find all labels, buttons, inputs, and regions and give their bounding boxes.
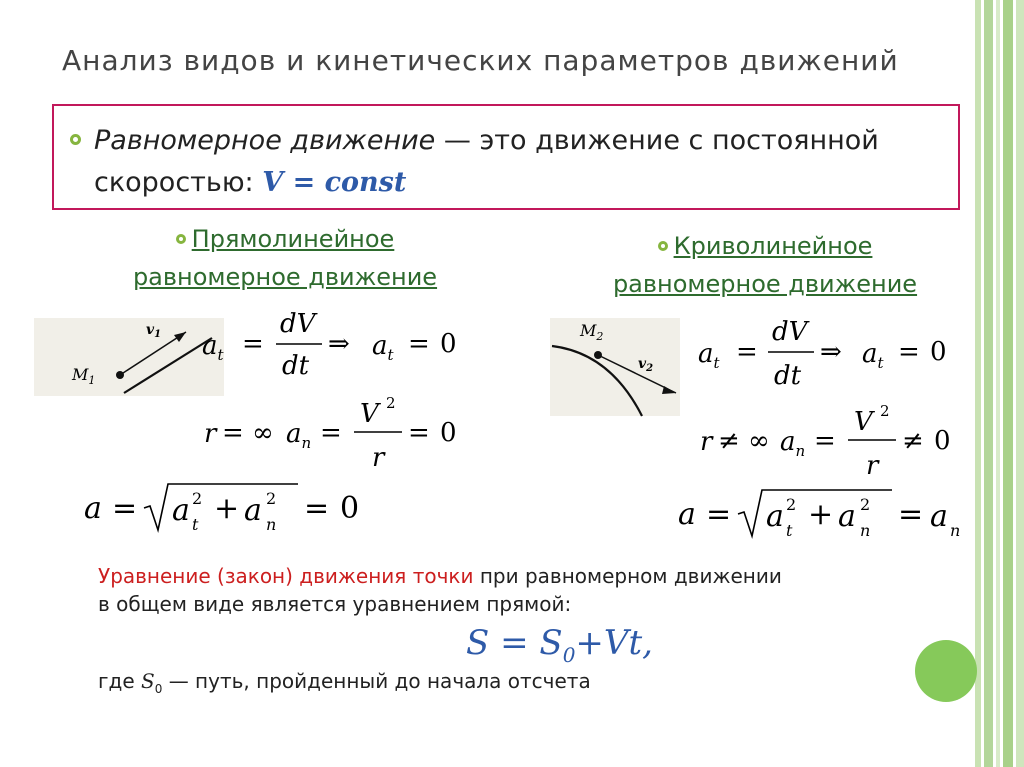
svg-text:t: t [192, 515, 199, 534]
point-label-index: 1 [88, 374, 96, 387]
decorative-stripe [1003, 0, 1013, 767]
svg-text:at: $a_t$ [862, 339, 884, 372]
svg-text:=: = [304, 491, 330, 526]
svg-text:V: V [854, 407, 873, 437]
svg-text:2: 2 [192, 489, 203, 508]
svg-text:0: 0 [440, 418, 457, 448]
svg-text:n: n [860, 521, 871, 540]
left-eq-tangential [200, 300, 480, 390]
velocity-label: $v_1$ [146, 322, 162, 340]
law-formula-end: , [642, 623, 653, 663]
slide-title: Анализ видов и кинетических параметров движений [62, 44, 899, 77]
decorative-stripe [996, 0, 1000, 767]
svg-text:a: a [930, 499, 948, 534]
svg-text:a: a [84, 491, 102, 526]
svg-text:=: = [222, 418, 244, 448]
point-label-index: 2 [596, 330, 604, 343]
svg-text:dV: dV [280, 309, 316, 339]
velocity-label-index: 1 [154, 329, 162, 340]
svg-text:2: 2 [880, 402, 890, 420]
svg-text:an: $a_n$ [780, 427, 806, 460]
svg-text:n: n [266, 515, 277, 534]
svg-text:2: 2 [266, 489, 277, 508]
where-prefix: где [98, 669, 141, 693]
svg-text:t: t [786, 521, 793, 540]
point-marker [594, 351, 602, 359]
svg-text:an: $a_n$ [286, 419, 312, 452]
where-sub: 0 [154, 682, 163, 696]
svg-text:=: = [814, 426, 836, 456]
decorative-stripe [1016, 0, 1024, 767]
svg-text:=: = [408, 418, 430, 448]
svg-text:at: $a_t$ [372, 331, 394, 364]
curvilinear-motion-diagram [550, 318, 682, 418]
left-eq-normal [200, 394, 480, 474]
heading-rectilinear-line1: Прямолинейное [191, 225, 395, 253]
where-var: S [141, 669, 155, 693]
svg-text:n: n [950, 521, 961, 540]
diagram-background [34, 318, 224, 396]
point-label: $M_2$ [580, 321, 604, 343]
svg-text:⇒: ⇒ [820, 337, 842, 367]
svg-text:dV: dV [772, 317, 808, 347]
svg-text:r: r [866, 451, 879, 481]
law-formula [466, 623, 653, 667]
svg-text:∞: ∞ [252, 418, 274, 448]
svg-text:a: a [838, 499, 856, 534]
svg-text:at: $a_t$ [698, 339, 720, 372]
svg-text:=: = [898, 497, 924, 532]
svg-text:r: r [204, 419, 217, 449]
svg-text:a: a [244, 493, 262, 528]
svg-text:r: r [700, 427, 713, 457]
rectilinear-motion-diagram [34, 318, 224, 398]
svg-text:=: = [320, 418, 342, 448]
point-marker [116, 371, 124, 379]
svg-text:0: 0 [440, 329, 457, 359]
svg-text:0: 0 [930, 337, 947, 367]
law-line-2: в общем виде является уравнением прямой: [98, 592, 572, 616]
svg-text:=: = [898, 337, 920, 367]
svg-text:at: $a_t$ [202, 331, 224, 364]
law-formula-sub: 0 [562, 642, 576, 667]
svg-text:=: = [736, 337, 758, 367]
definition-term: Равномерное движение [94, 125, 436, 156]
law-line-1 [98, 563, 898, 590]
svg-text:2: 2 [386, 394, 396, 412]
right-eq-total [672, 484, 972, 546]
right-eq-normal [696, 402, 966, 482]
svg-text:2: 2 [860, 495, 871, 514]
bullet-icon [70, 134, 81, 145]
right-eq-tangential [696, 312, 966, 402]
left-eq-total [78, 478, 378, 540]
bullet-icon [176, 234, 186, 244]
decorative-stripe [975, 0, 981, 767]
svg-text:=: = [112, 491, 138, 526]
law-red-text: Уравнение (закон) движения точки [98, 564, 474, 588]
svg-text:dt: dt [774, 361, 802, 391]
velocity-label: $v_2$ [638, 356, 654, 374]
svg-text:V: V [360, 399, 379, 429]
definition-box [52, 104, 960, 210]
svg-text:+: + [808, 497, 834, 532]
svg-text:=: = [242, 329, 264, 359]
law-line-1-rest: при равномерном движении [473, 564, 782, 588]
heading-rectilinear [100, 220, 470, 296]
heading-rectilinear-line2: равномерное движение [132, 263, 438, 291]
where-line [98, 669, 591, 696]
decorative-stripe [984, 0, 993, 767]
definition-formula: V = const [262, 167, 407, 198]
decorative-circle [915, 640, 977, 702]
svg-text:0: 0 [340, 491, 360, 526]
definition-body: — это движение с постоянной скоростью: [94, 125, 879, 198]
bullet-icon [658, 241, 668, 251]
svg-text:+: + [214, 491, 240, 526]
law-formula-tail: +Vt [575, 623, 643, 663]
svg-text:≠: ≠ [718, 426, 740, 456]
velocity-label-index: 2 [646, 363, 654, 374]
svg-text:dt: dt [282, 351, 310, 381]
svg-text:≠: ≠ [902, 426, 924, 456]
law-formula-main: S = S [466, 623, 563, 663]
svg-text:a: a [678, 497, 696, 532]
where-text: — путь, пройденный до начала отсчета [162, 669, 591, 693]
svg-text:0: 0 [934, 426, 951, 456]
svg-text:r: r [372, 443, 385, 473]
svg-text:∞: ∞ [748, 426, 770, 456]
svg-text:2: 2 [786, 495, 797, 514]
svg-text:=: = [706, 497, 732, 532]
svg-text:=: = [408, 329, 430, 359]
definition-text [94, 120, 954, 204]
heading-curvilinear-line1: Криволинейное [673, 232, 873, 260]
svg-text:a: a [766, 499, 784, 534]
heading-curvilinear-line2: равномерное движение [612, 270, 918, 298]
heading-curvilinear [580, 227, 950, 303]
svg-text:a: a [172, 493, 190, 528]
diagram-background [550, 318, 680, 416]
point-label: $M_1$ [72, 365, 96, 387]
svg-text:⇒: ⇒ [328, 329, 350, 359]
